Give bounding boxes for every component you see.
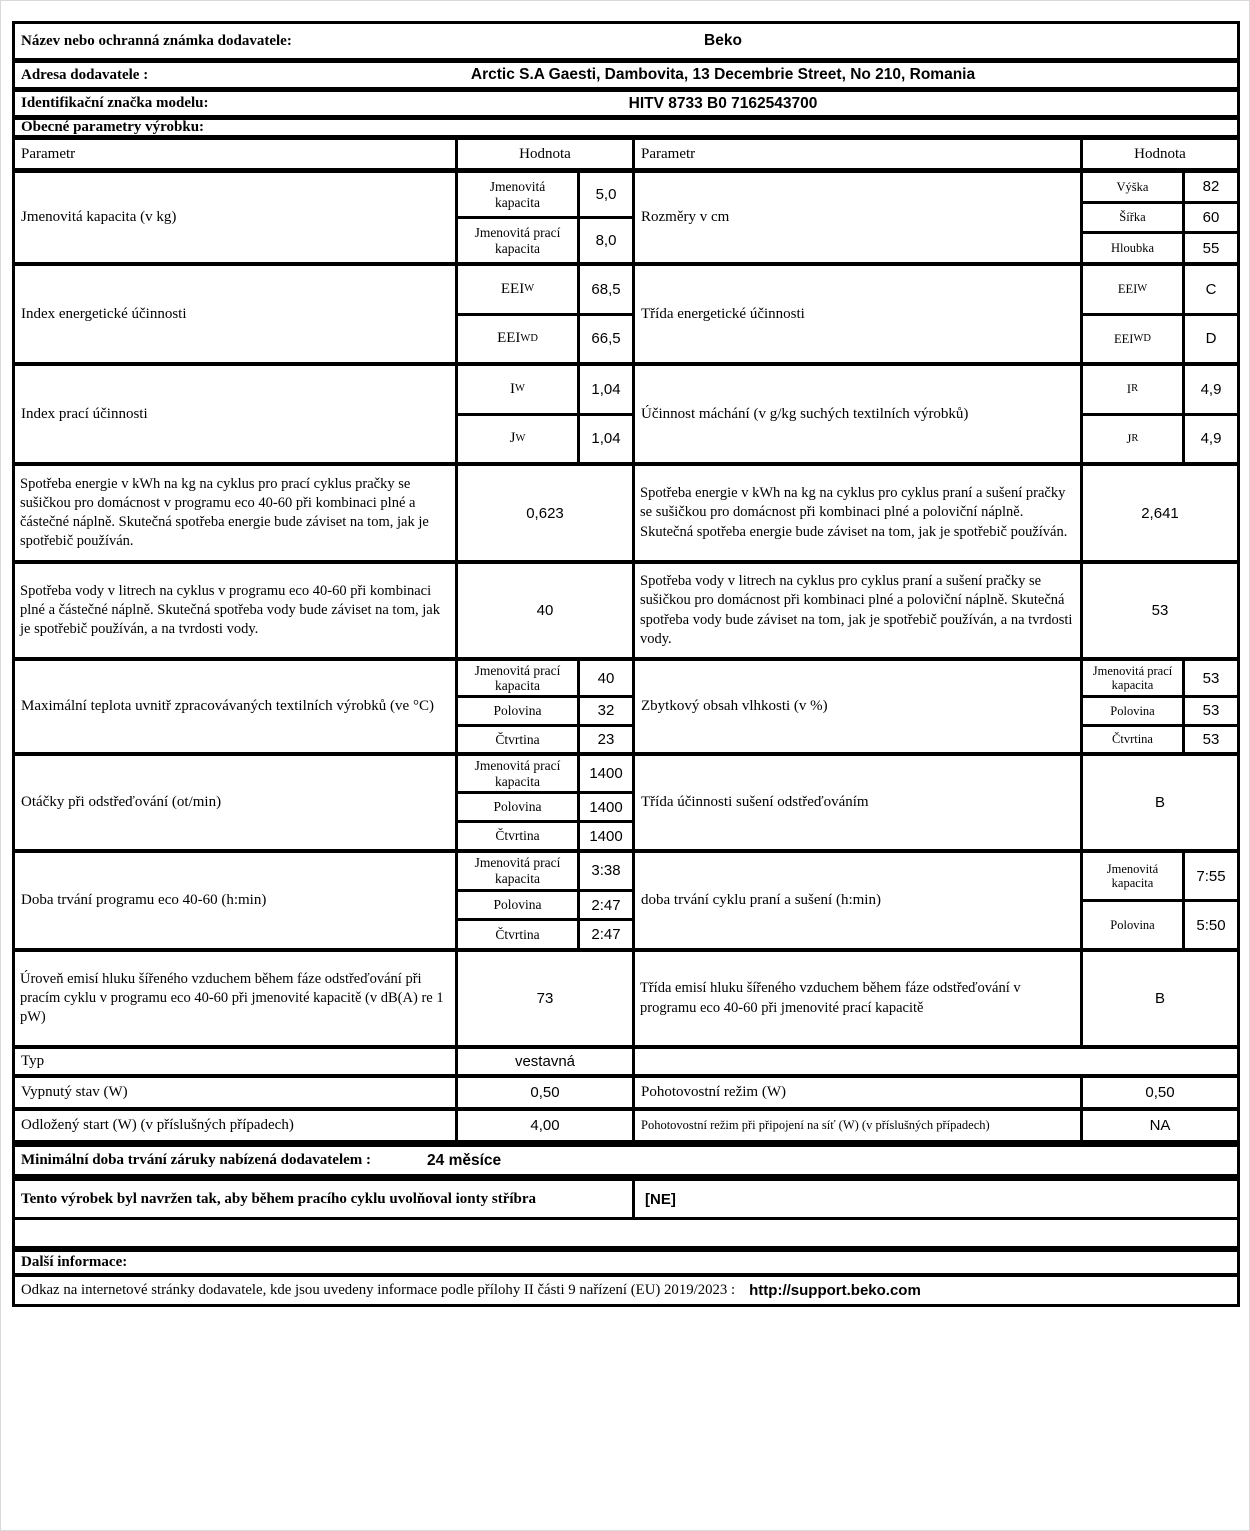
warranty-value: 24 měsíce — [427, 1151, 502, 1169]
param-value: 0,623 — [455, 466, 632, 560]
row-temperature-moisture — [15, 657, 1237, 752]
sub-row — [458, 366, 632, 413]
param-label: Spotřeba vody v litrech na cyklus pro cyklus praní a sušení pračky se sušičkou pro domácnost při kombinaci plné a poloviční náplně. Skutečná spotřeba vody bude záviset na tom, jak je spotřebič používán, a na tvrdosti vody. — [632, 564, 1080, 657]
sub-value: 2:47 — [577, 921, 632, 948]
sub-row — [1083, 853, 1237, 899]
sub-value: 23 — [577, 727, 632, 752]
sub-label: J R — [1126, 431, 1139, 446]
sub-label: Polovina — [493, 897, 542, 913]
sub-value: 2:47 — [577, 892, 632, 919]
general-parameters-label: Obecné parametry výrobku: — [21, 119, 205, 135]
param-label: Pohotovostní režim při připojení na síť (W) (v příslušných případech) — [632, 1111, 1080, 1140]
sub-label: Polovina — [1110, 703, 1155, 718]
sub-row — [1083, 231, 1237, 262]
sub-label: Čtvrtina — [495, 828, 540, 844]
sub-label: EEI WD — [1114, 331, 1151, 346]
supplier-row — [15, 24, 1237, 58]
sub-label: EEI W — [500, 280, 535, 297]
sub-value: 5:50 — [1182, 902, 1237, 948]
param-value: 4,00 — [455, 1111, 632, 1140]
col-header-parametr-left: Parametr — [21, 145, 76, 162]
row-off-mode — [15, 1074, 1237, 1107]
param-label: Úroveň emisí hluku šířeného vzduchem během fáze odstřeďování při pracím cyklu v programu eco 40-60 při jmenovité kapacitě (v dB(A) re 1 pW) — [20, 970, 444, 1026]
sub-label: Jmenovitá kapacita — [489, 178, 546, 210]
silver-ions-label: Tento výrobek byl navržen tak, aby během pracího cyklu uvolňoval ionty stříbra — [21, 1190, 537, 1207]
sub-value: 1,04 — [577, 366, 632, 413]
sub-label: Polovina — [493, 799, 542, 815]
model-label: Identifikační značka modelu: — [21, 95, 209, 111]
row-warranty — [15, 1140, 1237, 1174]
row-washing-rinsing — [15, 362, 1237, 462]
sub-label: EEI W — [1117, 282, 1148, 297]
sub-value: 7:55 — [1182, 853, 1237, 899]
sub-value: 5,0 — [577, 173, 632, 216]
sub-value: 66,5 — [577, 316, 632, 363]
sub-row — [1083, 266, 1237, 313]
empty-row — [15, 1217, 1237, 1246]
sub-label: Jmenovitá prací kapacita — [474, 758, 561, 789]
warranty-label: Minimální doba trvání záruky nabízená dodavatelem : — [21, 1152, 372, 1168]
param-label: Doba trvání programu eco 40-60 (h:min) — [21, 892, 267, 908]
column-header-row — [15, 135, 1237, 168]
sub-value: 1400 — [577, 794, 632, 820]
sub-value: 53 — [1182, 661, 1237, 695]
param-label: Index energetické účinnosti — [21, 305, 187, 322]
param-value: NA — [1080, 1111, 1237, 1140]
sub-label: I W — [510, 380, 525, 397]
sub-table — [455, 266, 632, 362]
sub-table — [1080, 366, 1237, 462]
param-label: Rozměry v cm — [632, 173, 1080, 262]
sub-label: Výška — [1116, 179, 1149, 194]
sub-row — [1083, 899, 1237, 948]
param-label: Typ — [21, 1053, 45, 1069]
address-label: Adresa dodavatele : — [21, 66, 149, 83]
address-value: Arctic S.A Gaesti, Dambovita, 13 Decembrie Street, No 210, Romania — [470, 66, 976, 83]
sub-label: Čtvrtina — [495, 731, 540, 747]
sub-label: I R — [1126, 382, 1139, 397]
sub-table — [455, 756, 632, 849]
param-label: Zbytkový obsah vlhkosti (v %) — [632, 661, 1080, 752]
sub-value: 4,9 — [1182, 416, 1237, 463]
param-value: 53 — [1080, 564, 1237, 657]
row-spin-speed — [15, 752, 1237, 849]
sub-table — [455, 661, 632, 752]
sub-row — [458, 266, 632, 313]
sub-row — [458, 173, 632, 216]
sub-label: Jmenovitá kapacita — [1106, 861, 1159, 890]
param-value: 40 — [455, 564, 632, 657]
sub-row — [458, 853, 632, 889]
sub-label: EEI WD — [497, 330, 538, 347]
param-label: Odložený start (W) (v příslušných případech) — [21, 1117, 294, 1133]
sub-value: 60 — [1182, 204, 1237, 232]
sub-table — [455, 366, 632, 462]
sub-value: C — [1182, 266, 1237, 313]
sub-value: 53 — [1182, 727, 1237, 752]
sub-label: J W — [509, 430, 526, 447]
sub-value: 8,0 — [577, 219, 632, 262]
sub-value: 3:38 — [577, 853, 632, 889]
sub-label: Hloubka — [1110, 240, 1155, 255]
sub-row — [1083, 201, 1237, 232]
sub-value: 68,5 — [577, 266, 632, 313]
param-label: Třída účinnosti sušení odstřeďováním — [632, 756, 1080, 849]
sub-row — [1083, 661, 1237, 695]
silver-ions-value: [NE] — [632, 1181, 1237, 1217]
sub-row — [1083, 724, 1237, 752]
product-fiche-table — [12, 21, 1240, 1307]
model-row — [15, 87, 1237, 115]
param-label: Účinnost máchání (v g/kg suchých textilních výrobků) — [632, 366, 1080, 462]
sub-label: Čtvrtina — [1112, 732, 1153, 747]
sub-row — [458, 661, 632, 695]
supplier-value: Beko — [704, 32, 742, 49]
empty-cell — [632, 1049, 1237, 1074]
col-header-parametr-right: Parametr — [632, 140, 1080, 168]
sub-value: 53 — [1182, 698, 1237, 723]
address-row — [15, 58, 1237, 87]
sub-value: 1,04 — [577, 416, 632, 463]
sub-label: Čtvrtina — [495, 926, 540, 942]
param-label: Pohotovostní režim (W) — [632, 1078, 1080, 1107]
sub-row — [458, 724, 632, 752]
row-programme-duration — [15, 849, 1237, 948]
sub-table — [1080, 853, 1237, 948]
param-value: 2,641 — [1080, 466, 1237, 560]
row-energy-efficiency — [15, 262, 1237, 362]
sub-row — [1083, 173, 1237, 201]
param-label: Otáčky při odstřeďování (ot/min) — [21, 794, 222, 810]
supplier-label: Název nebo ochranná známka dodavatele: — [21, 32, 292, 49]
param-label: Třída emisí hluku šířeného vzduchem během fáze odstřeďování v programu eco 40-60 při jmenovité prací kapacitě — [632, 952, 1080, 1045]
sub-value: 1400 — [577, 756, 632, 791]
sub-value: 40 — [577, 661, 632, 695]
row-silver-ions — [15, 1174, 1237, 1217]
sub-label: Jmenovitá prací kapacita — [474, 855, 561, 886]
more-info-label: Další informace: — [21, 1254, 128, 1270]
sub-value: D — [1182, 316, 1237, 363]
param-label: Spotřeba energie v kWh na kg na cyklus pro cyklus praní a sušení pračky se sušičkou pro domácnost při kombinaci plné a poloviční náplně. Skutečná spotřeba energie bude záviset na tom, jak je spotřebič používán. — [632, 466, 1080, 560]
param-value: B — [1080, 952, 1237, 1045]
param-label: Jmenovitá kapacita (v kg) — [21, 209, 177, 225]
param-value: 0,50 — [455, 1078, 632, 1107]
sub-value: 82 — [1182, 173, 1237, 201]
sub-table — [1080, 173, 1237, 262]
row-more-info — [15, 1246, 1237, 1273]
param-value: 73 — [455, 952, 632, 1045]
sub-label: Polovina — [493, 703, 542, 719]
sub-label: Jmenovitá prací kapacita — [474, 662, 561, 694]
row-website — [15, 1273, 1237, 1304]
param-value: vestavná — [455, 1049, 632, 1074]
param-label: Spotřeba vody v litrech na cyklus v programu eco 40-60 při kombinaci plné a částečné náplně. Skutečná spotřeba vody bude záviset na tom, jak je spotřebič používán, a na tvrdosti vody. — [20, 582, 440, 638]
sub-row — [1083, 313, 1237, 363]
sub-value: 1400 — [577, 823, 632, 849]
sub-row — [1083, 366, 1237, 413]
param-label: Třída energetické účinnosti — [632, 266, 1080, 362]
sub-row — [458, 756, 632, 791]
row-noise — [15, 948, 1237, 1045]
sub-row — [458, 889, 632, 919]
sub-row — [458, 216, 632, 262]
sub-value: 4,9 — [1182, 366, 1237, 413]
col-header-hodnota-left: Hodnota — [455, 140, 632, 168]
sub-row — [1083, 413, 1237, 463]
sub-row — [458, 820, 632, 849]
param-label: Vypnutý stav (W) — [21, 1084, 128, 1100]
website-label: Odkaz na internetové stránky dodavatele, kde jsou uvedeny informace podle přílohy II části 9 nařízení (EU) 2019/2023 : — [21, 1282, 736, 1298]
sub-value: 55 — [1182, 234, 1237, 262]
sub-row — [458, 413, 632, 463]
param-value: B — [1080, 756, 1237, 849]
sub-label: Šířka — [1119, 210, 1146, 225]
sub-row — [1083, 695, 1237, 723]
general-parameters-section-row — [15, 115, 1237, 135]
row-water-consumption — [15, 560, 1237, 657]
sub-table — [455, 853, 632, 948]
sub-label: Polovina — [1110, 917, 1155, 932]
website-url: http://support.beko.com — [749, 1282, 921, 1299]
param-label: Maximální teplota uvnitř zpracovávaných textilních výrobků (ve °C) — [21, 698, 434, 714]
sub-row — [458, 918, 632, 948]
row-capacity-dimensions — [15, 168, 1237, 262]
sub-row — [458, 791, 632, 820]
model-value: HITV 8733 B0 7162543700 — [628, 94, 818, 112]
sub-table — [1080, 661, 1237, 752]
col-header-hodnota-right: Hodnota — [1080, 140, 1237, 168]
row-delayed-start — [15, 1107, 1237, 1140]
sub-table — [455, 173, 632, 262]
row-energy-consumption — [15, 462, 1237, 560]
sub-table — [1080, 266, 1237, 362]
sub-label: Jmenovitá prací kapacita — [1092, 663, 1173, 693]
sub-label: Jmenovitá prací kapacita — [474, 224, 561, 256]
param-label: Spotřeba energie v kWh na kg na cyklus pro prací cyklus pračky se sušičkou pro domácnost v programu eco 40-60 při kombinaci plné a částečné náplně. Skutečná spotřeba energie bude záviset na tom, jak je spotřebič používán. — [20, 475, 429, 550]
param-label: doba trvání cyklu praní a sušení (h:min) — [632, 853, 1080, 948]
sub-row — [458, 695, 632, 723]
param-label: Index prací účinnosti — [21, 405, 148, 422]
param-value: 0,50 — [1080, 1078, 1237, 1107]
sub-value: 32 — [577, 698, 632, 723]
sub-row — [458, 313, 632, 363]
row-type — [15, 1045, 1237, 1074]
